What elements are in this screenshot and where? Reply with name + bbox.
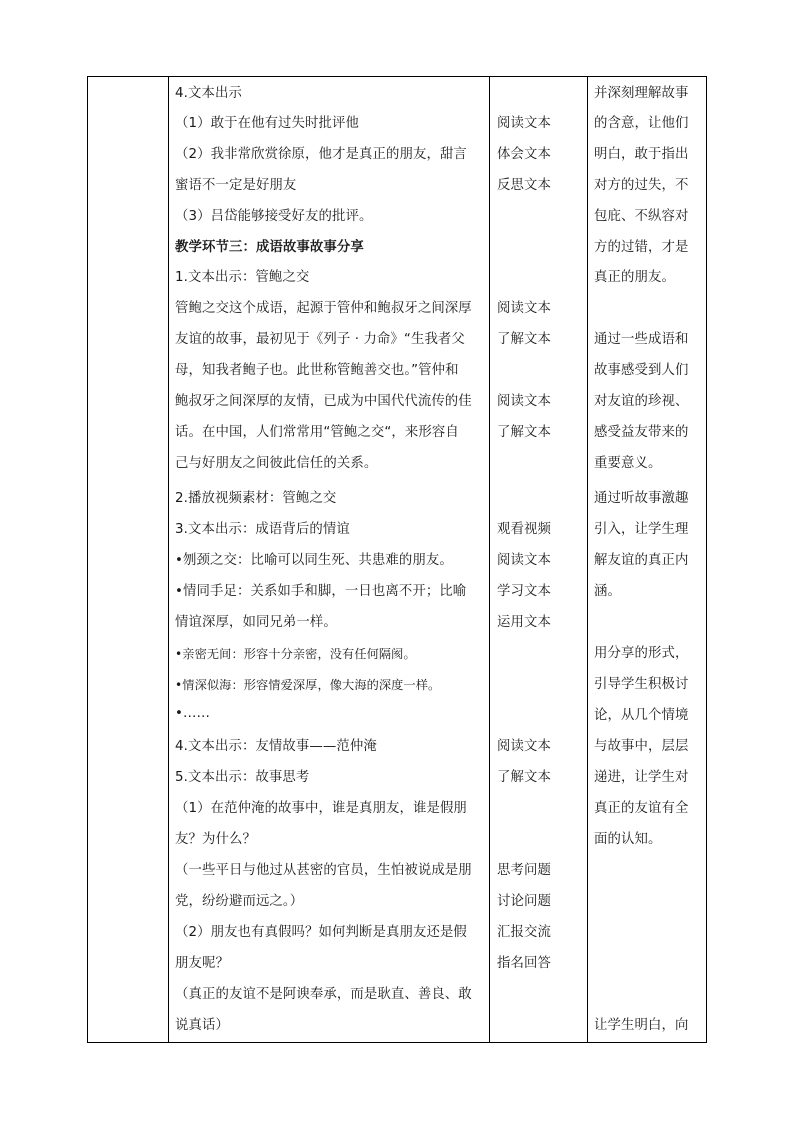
activity-line: 学习文本 bbox=[497, 584, 551, 599]
content-line: •亲密无间：形容十分亲密，没有任何隔阂。 bbox=[175, 647, 416, 661]
activity-line: 指名回答 bbox=[497, 956, 551, 971]
purpose-line: 与故事中，层层 bbox=[594, 739, 689, 754]
purpose-line: 并深刻理解故事 bbox=[594, 86, 689, 101]
content-line: •情深似海：形容情爱深厚，像大海的深度一样。 bbox=[175, 678, 441, 692]
purpose-line: 面的认知。 bbox=[594, 832, 662, 847]
content-line: （2）我非常欣赏徐原，他才是真正的朋友，甜言 bbox=[175, 147, 467, 162]
content-line: （1）在范仲淹的故事中，谁是真朋友，谁是假朋 bbox=[175, 801, 467, 816]
purpose-line: 包庇、不纵容对 bbox=[594, 209, 689, 224]
purpose-line: 用分享的形式， bbox=[594, 646, 689, 661]
content-line: 2.播放视频素材：管鲍之交 bbox=[175, 491, 337, 506]
purpose-line: 方的过错，才是 bbox=[594, 240, 689, 255]
purpose-line: 论，从几个情境 bbox=[594, 708, 689, 723]
column-divider bbox=[587, 77, 588, 1042]
content-line: 友谊的故事，最初见于《列子 · 力命》“生我者父 bbox=[175, 332, 465, 347]
activity-line: 了解文本 bbox=[497, 425, 551, 440]
activity-line: 反思文本 bbox=[497, 178, 551, 193]
content-line: 母，知我者鲍子也。此世称管鲍善交也。”管仲和 bbox=[175, 363, 459, 378]
content-line: 说真话） bbox=[175, 1018, 229, 1033]
activity-line: 了解文本 bbox=[497, 770, 551, 785]
purpose-line: 涵。 bbox=[594, 584, 621, 599]
activity-line: 了解文本 bbox=[497, 332, 551, 347]
content-line: （一些平日与他过从甚密的官员，生怕被说成是朋 bbox=[175, 863, 472, 878]
content-line: 1.文本出示：管鲍之交 bbox=[175, 270, 310, 285]
content-line: 情谊深厚，如同兄弟一样。 bbox=[175, 615, 337, 630]
purpose-line: 真正的友谊有全 bbox=[594, 801, 689, 816]
purpose-line: 重要意义。 bbox=[594, 456, 662, 471]
activity-line: 思考问题 bbox=[497, 863, 551, 878]
purpose-line: 感受益友带来的 bbox=[594, 425, 689, 440]
content-line: 己与好朋友之间彼此信任的关系。 bbox=[175, 456, 378, 471]
activity-line: 运用文本 bbox=[497, 615, 551, 630]
content-line: （2）朋友也有真假吗？如何判断是真朋友还是假 bbox=[175, 925, 467, 940]
activity-line: 阅读文本 bbox=[497, 394, 551, 409]
purpose-line: 故事感受到人们 bbox=[594, 363, 689, 378]
lesson-plan-table bbox=[87, 76, 707, 1043]
purpose-line: 真正的朋友。 bbox=[594, 270, 675, 285]
activity-line: 阅读文本 bbox=[497, 116, 551, 131]
content-line: 3.文本出示：成语背后的情谊 bbox=[175, 522, 350, 537]
activity-line: 阅读文本 bbox=[497, 739, 551, 754]
content-line: 党，纷纷避而远之。） bbox=[175, 894, 304, 909]
purpose-line: 让学生明白，向 bbox=[594, 1018, 689, 1033]
content-line: 5.文本出示：故事思考 bbox=[175, 770, 310, 785]
content-line: 话。在中国，人们常常用“管鲍之交“，来形容自 bbox=[175, 425, 459, 440]
section-heading: 教学环节三：成语故事故事分享 bbox=[175, 240, 364, 255]
purpose-line: 引入，让学生理 bbox=[594, 522, 689, 537]
content-line: 友？为什么？ bbox=[175, 832, 256, 847]
purpose-line: 明白，敢于指出 bbox=[594, 147, 689, 162]
activity-line: 阅读文本 bbox=[497, 553, 551, 568]
content-line: •…… bbox=[175, 706, 210, 721]
purpose-line: 通过一些成语和 bbox=[594, 332, 689, 347]
purpose-line: 的含意，让他们 bbox=[594, 116, 689, 131]
purpose-line: 解友谊的真正内 bbox=[594, 553, 689, 568]
activity-line: 阅读文本 bbox=[497, 301, 551, 316]
content-line: 4.文本出示 bbox=[175, 86, 242, 101]
content-line: 4.文本出示：友情故事——范仲淹 bbox=[175, 739, 377, 754]
content-line: 蜜语不一定是好朋友 bbox=[175, 178, 297, 193]
content-line: •刎颈之交：比喻可以同生死、共患难的朋友。 bbox=[175, 553, 453, 568]
column-divider bbox=[168, 77, 169, 1042]
content-line: 管鲍之交这个成语，起源于管仲和鲍叔牙之间深厚 bbox=[175, 301, 472, 316]
activity-line: 体会文本 bbox=[497, 147, 551, 162]
content-line: 鲍叔牙之间深厚的友情，已成为中国代代流传的佳 bbox=[175, 394, 472, 409]
purpose-line: 通过听故事激趣 bbox=[594, 491, 689, 506]
content-line: （3）吕岱能够接受好友的批评。 bbox=[175, 209, 373, 224]
content-line: （1）敢于在他有过失时批评他 bbox=[175, 116, 359, 131]
content-line: 朋友呢？ bbox=[175, 956, 229, 971]
purpose-line: 对友谊的珍视、 bbox=[594, 394, 689, 409]
purpose-line: 引导学生积极讨 bbox=[594, 677, 689, 692]
column-divider bbox=[489, 77, 490, 1042]
activity-line: 汇报交流 bbox=[497, 925, 551, 940]
content-line: （真正的友谊不是阿谀奉承，而是耿直、善良、敢 bbox=[175, 987, 472, 1002]
activity-line: 讨论问题 bbox=[497, 894, 551, 909]
purpose-line: 递进，让学生对 bbox=[594, 770, 689, 785]
content-line: •情同手足：关系如手和脚，一日也离不开；比喻 bbox=[175, 584, 467, 599]
purpose-line: 对方的过失，不 bbox=[594, 178, 689, 193]
activity-line: 观看视频 bbox=[497, 522, 551, 537]
